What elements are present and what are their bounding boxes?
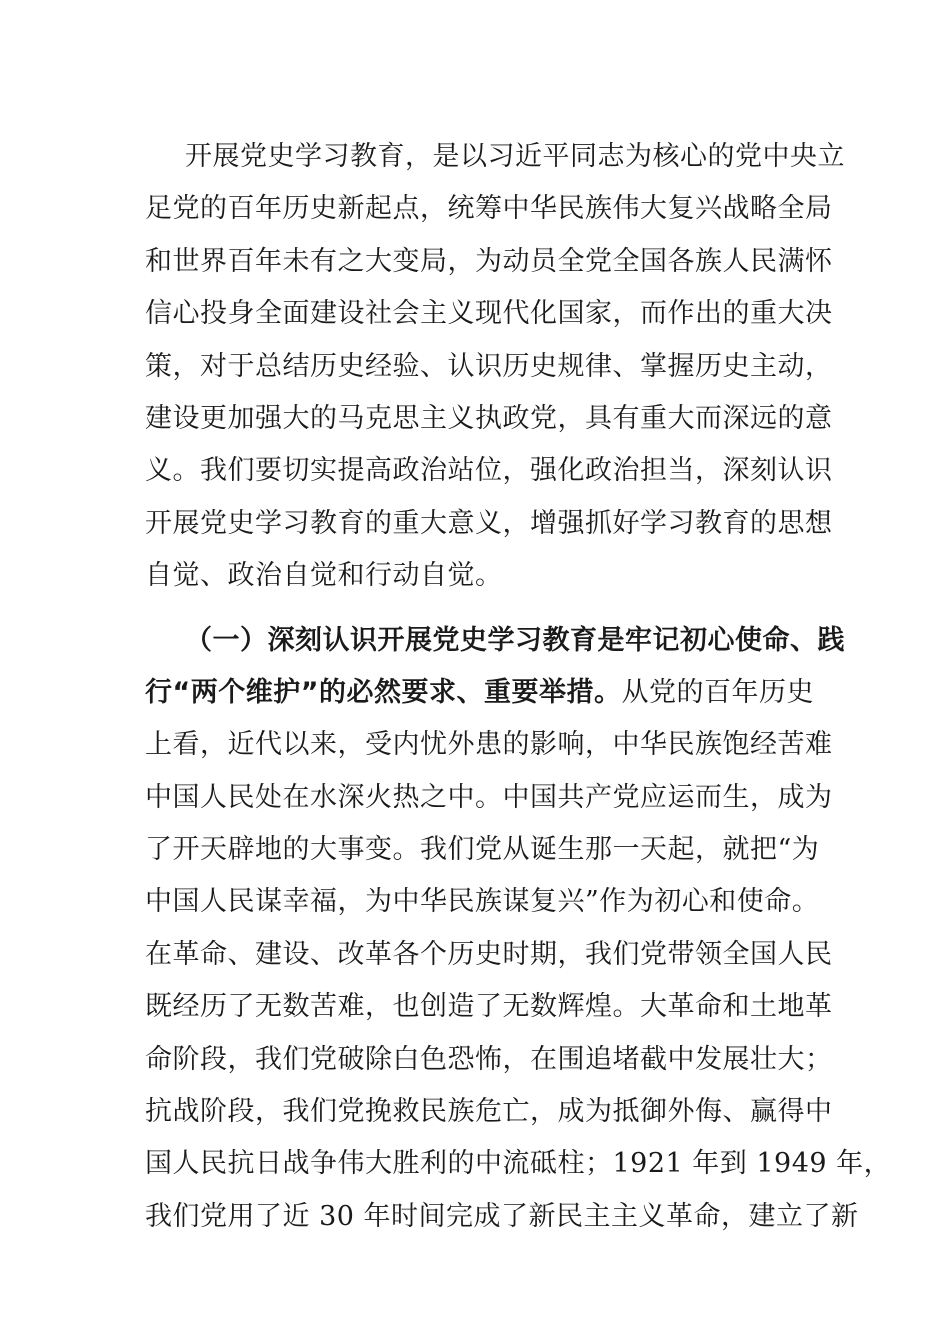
text-line: 开展党史学习教育的重大意义，增强抓好学习教育的思想 <box>145 507 833 539</box>
text-line: 既经历了无数苦难，也创造了无数辉煌。大革命和土地革 <box>145 991 833 1023</box>
text-line: 我们党用了近 30 年时间完成了新民主主义革命，建立了新 <box>145 1200 859 1232</box>
paragraph-gap <box>145 603 805 615</box>
text-line: 中国人民处在水深火热之中。中国共产党应运而生，成为 <box>145 781 833 813</box>
paragraph-section-one <box>145 615 892 1244</box>
section-heading-bold: 行“两个维护”的必然要求、重要举措。 <box>145 676 622 708</box>
section-heading-line: （一）深刻认识开展党史学习教育是牢记初心使命、践 <box>185 624 845 656</box>
section-text-start: 从党的百年历史 <box>621 676 814 708</box>
text-line: 建设更加强大的马克思主义执政党，具有重大而深远的意 <box>145 402 833 434</box>
text-line: 在革命、建设、改革各个历史时期，我们党带领全国人民 <box>145 938 833 970</box>
text-line: 信心投身全面建设社会主义现代化国家，而作出的重大决 <box>145 298 833 330</box>
text-line: 了开天辟地的大事变。我们党从诞生那一天起，就把“为 <box>145 834 820 866</box>
text-line: 抗战阶段，我们党挽救民族危亡，成为抵御外侮、赢得中 <box>145 1096 833 1128</box>
text-line: 自觉、政治自觉和行动自觉。 <box>145 560 503 592</box>
text-line: 策，对于总结历史经验、认识历史规律、掌握历史主动， <box>145 350 833 382</box>
paragraph-intro <box>145 131 845 603</box>
text-line: 国人民抗日战争伟大胜利的中流砥柱；1921 年到 1949 年， <box>145 1148 892 1180</box>
text-line: 和世界百年未有之大变局，为动员全党全国各族人民满怀 <box>145 245 833 277</box>
text-line: 上看，近代以来，受内忧外患的影响，中华民族饱经苦难 <box>145 729 833 761</box>
text-line: 命阶段，我们党破除白色恐怖，在围追堵截中发展壮大； <box>145 1043 833 1075</box>
text-line: 义。我们要切实提高政治站位，强化政治担当，深刻认识 <box>145 455 833 487</box>
document-body <box>145 131 892 1243</box>
text-line: 中国人民谋幸福，为中华民族谋复兴”作为初心和使命。 <box>145 886 820 918</box>
section-heading-line-mixed <box>145 667 814 719</box>
text-line: 开展党史学习教育，是以习近平同志为核心的党中央立 <box>185 141 845 172</box>
text-line: 足党的百年历史新起点，统筹中华民族伟大复兴战略全局 <box>145 193 833 225</box>
